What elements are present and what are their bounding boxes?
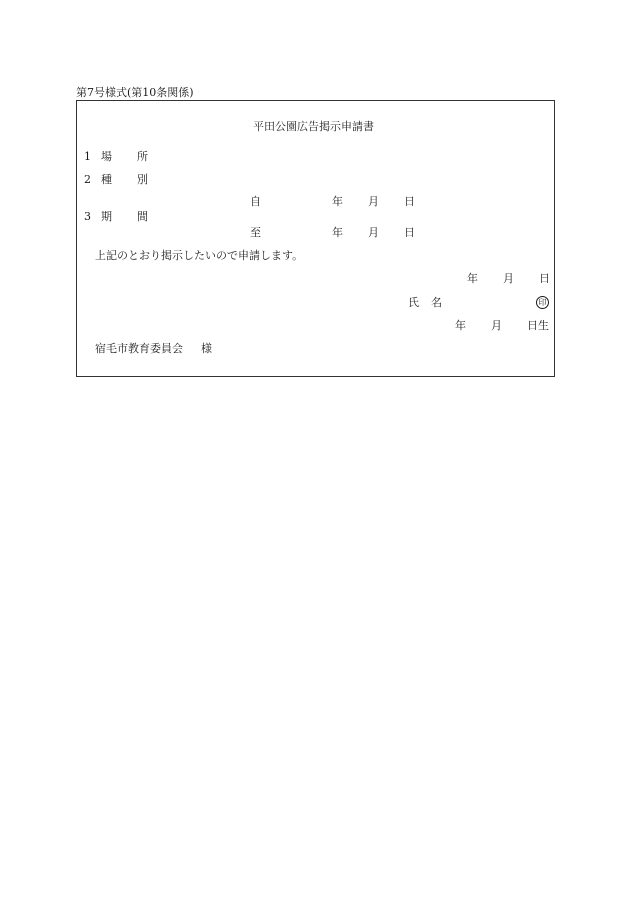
birth-year: 年 (455, 319, 466, 332)
application-day: 日 (539, 272, 550, 285)
period-from-year: 年 (332, 195, 343, 208)
application-year: 年 (467, 272, 478, 285)
seal-mark: 印 (536, 296, 549, 309)
item-3-label-a: 期 (101, 210, 112, 223)
item-2-number: 2 (84, 173, 91, 186)
application-month: 月 (503, 272, 514, 285)
form-title: 平田公園広告掲示申請書 (253, 120, 374, 133)
form-number: 第7号様式(第10条関係) (76, 86, 194, 99)
item-1-label-a: 場 (101, 150, 112, 163)
item-2-label-b: 別 (137, 173, 148, 186)
period-to-label: 至 (250, 226, 261, 239)
statement: 上記のとおり掲示したいので申請します。 (95, 249, 304, 262)
period-to-month: 月 (368, 226, 379, 239)
birth-month: 月 (491, 319, 502, 332)
item-3-label-b: 間 (137, 210, 148, 223)
period-to-day: 日 (404, 226, 415, 239)
period-from-day: 日 (404, 195, 415, 208)
addressee-org: 宿毛市教育委員会 (95, 342, 183, 355)
addressee-honorific: 様 (201, 342, 212, 355)
item-1-label-b: 所 (137, 150, 148, 163)
applicant-name-label-a: 氏 (408, 296, 419, 309)
applicant-name-label-b: 名 (431, 296, 442, 309)
period-from-label: 自 (250, 195, 261, 208)
period-from-month: 月 (368, 195, 379, 208)
item-2-label-a: 種 (101, 173, 112, 186)
period-to-year: 年 (332, 226, 343, 239)
form-box (76, 100, 555, 377)
birth-day-born: 日生 (527, 319, 549, 332)
item-1-number: 1 (84, 150, 91, 163)
item-3-number: 3 (84, 210, 91, 223)
